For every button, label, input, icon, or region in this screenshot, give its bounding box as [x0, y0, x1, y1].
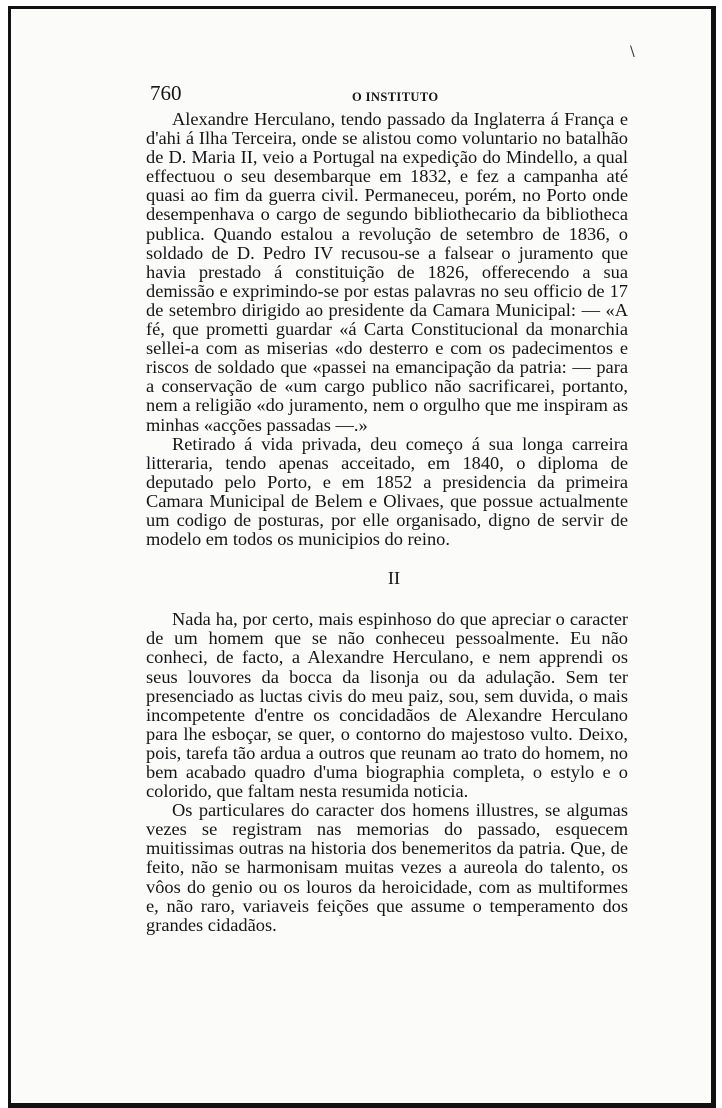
journal-title: O INSTITUTO: [352, 90, 439, 104]
paragraph-4: Os particulares do caracter dos homens illustres, se algumas vezes se registram nas memorias do passado, esquecem muitissimas outras na historia dos benemeritos da patria. Que, de feito, não se harmonisam muitas vezes a aureola do talento, os vôos do genio ou os louros da heroicidade, com as multiformes e, não raro, variaveis feições que assume o temperamento dos grandes cidadãos.: [146, 800, 628, 935]
paragraph-3: Nada ha, por certo, mais espinhoso do que apreciar o caracter de um homem que se não conheceu pessoalmente. Eu não conheci, de facto, a Alexandre Herculano, e nem apprendi os seus louvores da bocca da lisonja ou da adulação. Sem ter presenciado as luctas civis do meu paiz, sou, sem duvida, o mais incompetente d'entre os concidadãos de Alexandre Herculano para lhe esboçar, se quer, o contorno do majestoso vulto. Deixo, pois, tarefa tão ardua a outros que reunam ao trato do homem, no bem acabado quadro d'uma biographia completa, o estylo e o colorido, que faltam nesta resumida noticia.: [146, 609, 628, 802]
paragraph-1: Alexandre Herculano, tendo passado da Inglaterra á França e d'ahi á Ilha Terceira, onde se alistou como voluntario no batalhão de D. Maria II, veio a Portugal na expedição do Mindello, a qual effectuou o seu desembarque em 1832, e fez a campanha até quasi ao fim da guerra civil. Permaneceu, porém, no Porto onde desempenhava o cargo de segundo bibliothecario da bibliotheca publica. Quando estalou a revolução de setembro de 1836, o soldado de D. Pedro IV recusou-se a falsear o juramento que havia prestado á constituição de 1826, offerecendo a sua demissão e exprimindo-se por estas palavras no seu officio de 17 de setembro dirigido ao presidente da Camara Municipal: — «A fé, que prometti guardar «á Carta Constitucional da monarchia sellei-a com as miserias «do desterro e com os padecimentos e riscos de soldado que «passei na emancipação da patria: — para a conservação de «um cargo publico não sacrificarei, portanto, nem a religião «do juramento, nem o orgulho que me inspiram as minhas «acções passadas —.»: [146, 109, 628, 435]
section-gap: [146, 549, 628, 569]
book-page: [146, 78, 628, 935]
paragraph-2: Retirado á vida privada, deu começo á sua longa carreira litteraria, tendo apenas acceitado, em 1840, o diploma de deputado pelo Porto, e em 1852 a presidencia da primeira Camara Municipal de Belem e Olivaes, que possue actualmente um codigo de posturas, por elle organisado, digno de servir de modelo em todos os municipios do reino.: [146, 433, 628, 550]
running-head: [146, 78, 628, 110]
section-heading: II: [387, 568, 401, 589]
scan-speck: \: [630, 44, 635, 60]
page-number: 760: [150, 81, 182, 105]
